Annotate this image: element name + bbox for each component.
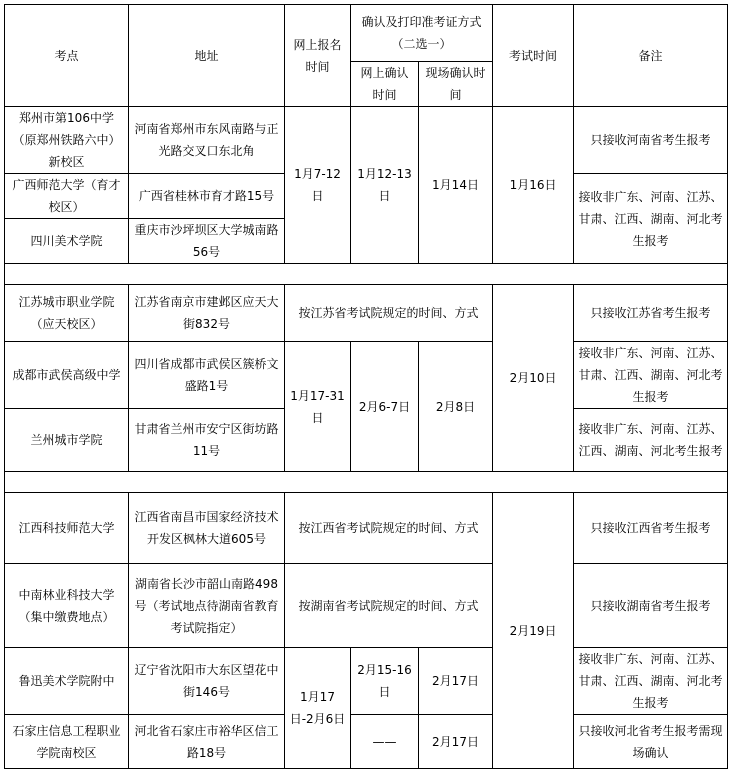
remark-cell: 只接收河南省考生报考 (574, 107, 728, 174)
address-cell: 江苏省南京市建邺区应天大街832号 (129, 285, 285, 342)
header-address: 地址 (129, 5, 285, 107)
venue-cell: 石家庄信息工程职业学院南校区 (5, 715, 129, 769)
venue-cell: 兰州城市学院 (5, 409, 129, 472)
confirm-note-cell: 按江西省考试院规定的时间、方式 (285, 493, 493, 564)
header-onsite-confirm: 现场确认时间 (419, 62, 493, 107)
remark-cell: 只接收江西省考生报考 (574, 493, 728, 564)
header-venue: 考点 (5, 5, 129, 107)
onsite-confirm-cell: 1月14日 (419, 107, 493, 264)
online-confirm-cell: 2月6-7日 (351, 342, 419, 472)
online-confirm-cell: 1月12-13日 (351, 107, 419, 264)
venue-cell: 江西科技师范大学 (5, 493, 129, 564)
address-cell: 河北省石家庄市裕华区信工路18号 (129, 715, 285, 769)
address-cell: 广西省桂林市育才路15号 (129, 174, 285, 219)
online-confirm-cell: 2月15-16日 (351, 648, 419, 715)
remark-cell: 只接收湖南省考生报考 (574, 564, 728, 648)
onsite-confirm-cell: 2月8日 (419, 342, 493, 472)
remark-cell: 只接收江苏省考生报考 (574, 285, 728, 342)
onsite-confirm-cell: 2月17日 (419, 715, 493, 769)
header-confirm-group: 确认及打印准考证方式（二选一） (351, 5, 493, 62)
venue-cell: 郑州市第106中学（原郑州铁路六中）新校区 (5, 107, 129, 174)
venue-cell: 四川美术学院 (5, 219, 129, 264)
address-cell: 重庆市沙坪坝区大学城南路56号 (129, 219, 285, 264)
reg-time-cell: 1月7-12日 (285, 107, 351, 264)
header-remarks: 备注 (574, 5, 728, 107)
remark-cell: 接收非广东、河南、江苏、甘肃、江西、湖南、河北考生报考 (574, 342, 728, 409)
header-exam-time: 考试时间 (493, 5, 574, 107)
address-cell: 湖南省长沙市韶山南路498号（考试地点待湖南省教育考试院指定） (129, 564, 285, 648)
address-cell: 河南省郑州市东风南路与正光路交叉口东北角 (129, 107, 285, 174)
exam-time-cell: 2月10日 (493, 285, 574, 472)
exam-time-cell: 2月19日 (493, 493, 574, 769)
remark-cell: 接收非广东、河南、江苏、江西、湖南、河北考生报考 (574, 409, 728, 472)
exam-time-cell: 1月16日 (493, 107, 574, 264)
venue-cell: 中南林业科技大学（集中缴费地点） (5, 564, 129, 648)
venue-cell: 江苏城市职业学院（应天校区） (5, 285, 129, 342)
reg-time-cell: 1月17日-2月6日 (285, 648, 351, 769)
remark-cell: 接收非广东、河南、江苏、甘肃、江西、湖南、河北考生报考 (574, 174, 728, 264)
confirm-note-cell: 按湖南省考试院规定的时间、方式 (285, 564, 493, 648)
venue-cell: 成都市武侯高级中学 (5, 342, 129, 409)
exam-venue-table (4, 4, 728, 769)
venue-cell: 广西师范大学（育才校区） (5, 174, 129, 219)
address-cell: 四川省成都市武侯区簇桥文盛路1号 (129, 342, 285, 409)
confirm-note-cell: 按江苏省考试院规定的时间、方式 (285, 285, 493, 342)
venue-cell: 鲁迅美术学院附中 (5, 648, 129, 715)
address-cell: 辽宁省沈阳市大东区望花中街146号 (129, 648, 285, 715)
online-confirm-cell: —— (351, 715, 419, 769)
address-cell: 甘肃省兰州市安宁区街坊路11号 (129, 409, 285, 472)
address-cell: 江西省南昌市国家经济技术开发区枫林大道605号 (129, 493, 285, 564)
onsite-confirm-cell: 2月17日 (419, 648, 493, 715)
reg-time-cell: 1月17-31日 (285, 342, 351, 472)
group-divider (5, 472, 728, 493)
header-online-confirm: 网上确认时间 (351, 62, 419, 107)
remark-cell: 接收非广东、河南、江苏、甘肃、江西、湖南、河北考生报考 (574, 648, 728, 715)
remark-cell: 只接收河北省考生报考需现场确认 (574, 715, 728, 769)
group-divider (5, 264, 728, 285)
header-online-reg: 网上报名时间 (285, 5, 351, 107)
